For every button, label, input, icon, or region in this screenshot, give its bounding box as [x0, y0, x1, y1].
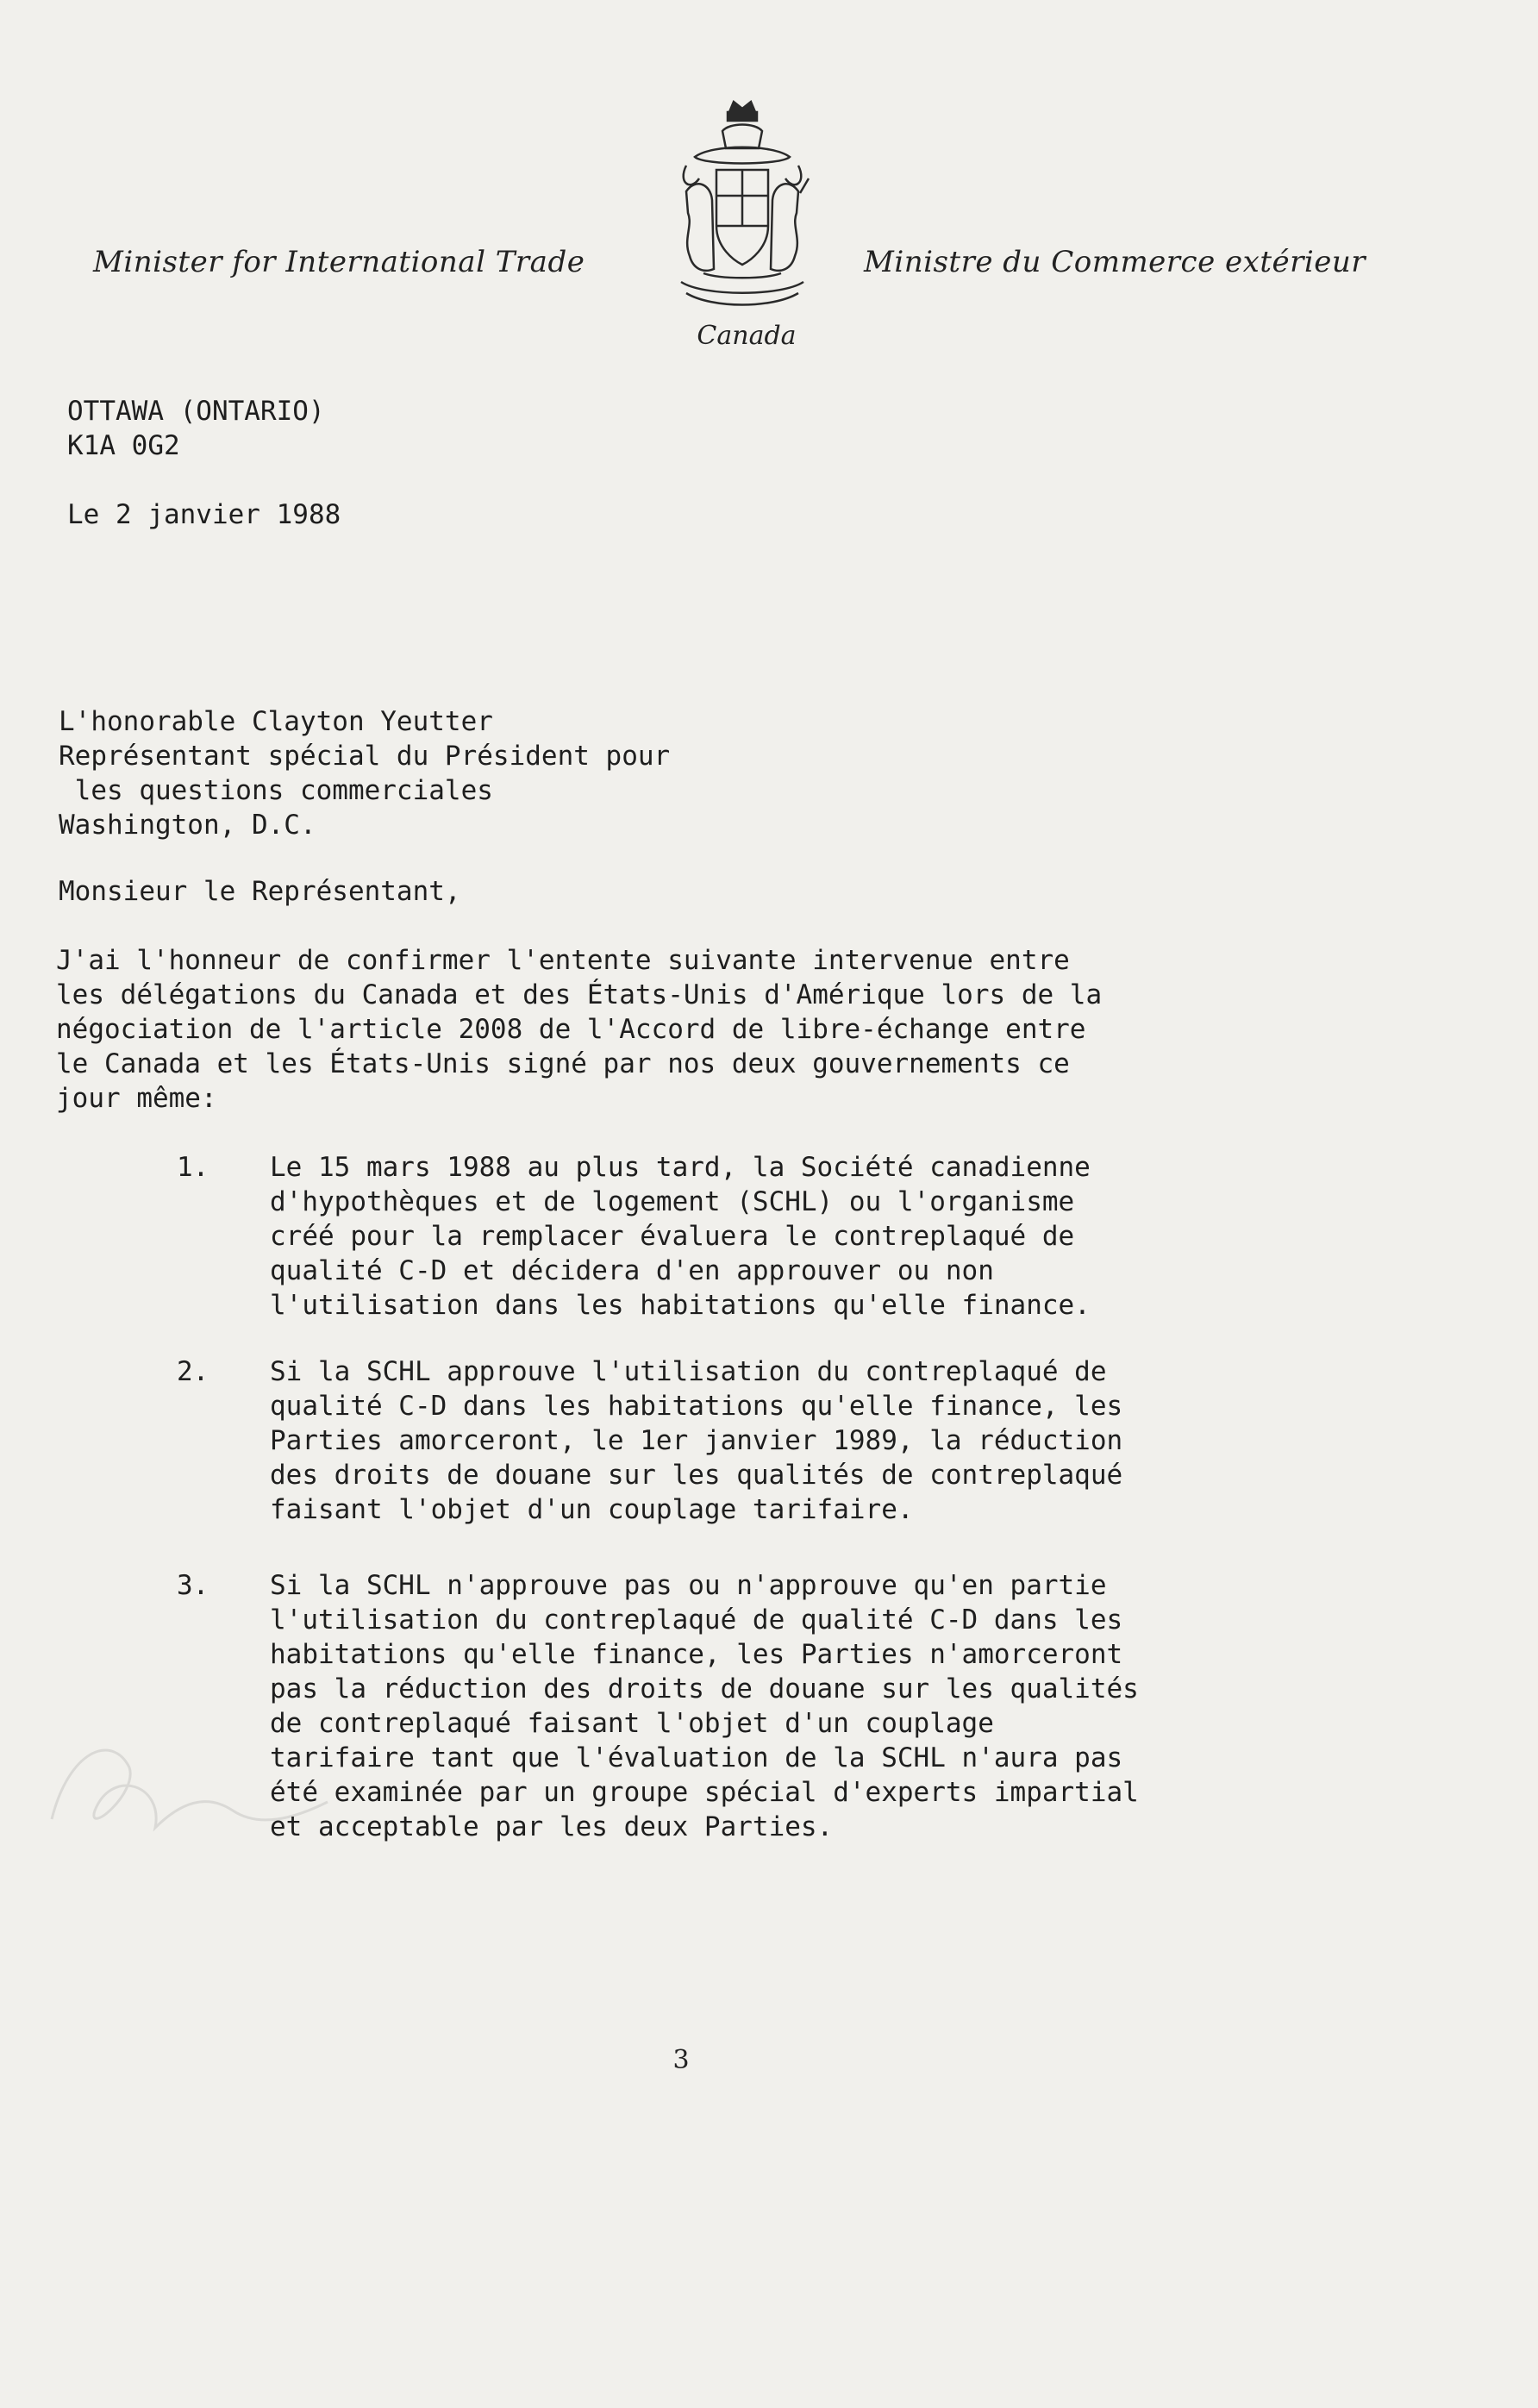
item-line: habitations qu'elle finance, les Parties n'amorceront: [270, 1639, 1123, 1670]
item-line: d'hypothèques et de logement (SCHL) ou l'organisme: [270, 1186, 1075, 1217]
item-line: été examinée par un groupe spécial d'experts impartial: [270, 1777, 1139, 1808]
item-line: Si la SCHL approuve l'utilisation du contreplaqué de: [270, 1356, 1107, 1387]
item-number: 1.: [177, 1152, 209, 1183]
item-text: [270, 1354, 1122, 1527]
item-line: qualité C-D dans les habitations qu'elle finance, les: [270, 1391, 1123, 1422]
item-line: Parties amorceront, le 1er janvier 1989, la réduction: [270, 1425, 1123, 1456]
item-line: créé pour la remplacer évaluera le contreplaqué de: [270, 1221, 1075, 1252]
item-line: pas la réduction des droits de douane sur les qualités: [270, 1673, 1139, 1704]
intro-paragraph: [56, 943, 1102, 1116]
address-line: OTTAWA (ONTARIO): [67, 396, 325, 427]
item-text: [270, 1568, 1139, 1844]
recipient-line: Représentant spécial du Président pour: [59, 741, 671, 772]
item-line: qualité C-D et décidera d'en approuver ou non: [270, 1255, 994, 1286]
paragraph-line: les délégations du Canada et des États-Unis d'Amérique lors de la: [56, 979, 1103, 1010]
item-number: 3.: [177, 1570, 209, 1601]
item-line: faisant l'objet d'un couplage tarifaire.: [270, 1494, 914, 1525]
item-line: de contreplaqué faisant l'objet d'un couplage: [270, 1708, 994, 1739]
recipient-line: Washington, D.C.: [59, 810, 316, 841]
item-line: tarifaire tant que l'évaluation de la SCHL n'aura pas: [270, 1742, 1123, 1773]
recipient-line: L'honorable Clayton Yeutter: [59, 706, 493, 737]
item-number: 2.: [177, 1356, 209, 1387]
letterhead-minister-fr: Ministre du Commerce extérieur: [864, 245, 1366, 279]
address-line: K1A 0G2: [67, 430, 180, 461]
paragraph-line: le Canada et les États-Unis signé par nos deux gouvernements ce: [56, 1048, 1070, 1079]
item-line: Si la SCHL n'approuve pas ou n'approuve qu'en partie: [270, 1570, 1107, 1601]
item-line: des droits de douane sur les qualités de contreplaqué: [270, 1460, 1123, 1491]
letterhead-country: Canada: [697, 321, 797, 351]
page-number: 3: [672, 2045, 690, 2075]
letterhead-minister-en: Minister for International Trade: [93, 245, 585, 279]
letter-date: Le 2 janvier 1988: [67, 499, 341, 530]
item-line: l'utilisation du contreplaqué de qualité C-D dans les: [270, 1604, 1123, 1636]
sender-address: [67, 394, 325, 463]
canada-coat-of-arms-icon: [669, 97, 816, 321]
item-line: et acceptable par les deux Parties.: [270, 1811, 834, 1842]
paragraph-line: jour même:: [56, 1083, 217, 1114]
item-line: l'utilisation dans les habitations qu'elle finance.: [270, 1290, 1091, 1321]
recipient-block: [59, 704, 670, 842]
paragraph-line: négociation de l'article 2008 de l'Accord de libre-échange entre: [56, 1014, 1086, 1045]
item-line: Le 15 mars 1988 au plus tard, la Société canadienne: [270, 1152, 1091, 1183]
item-text: [270, 1150, 1091, 1323]
recipient-line: les questions commerciales: [59, 775, 493, 806]
paragraph-line: J'ai l'honneur de confirmer l'entente suivante intervenue entre: [56, 945, 1070, 976]
salutation: Monsieur le Représentant,: [59, 876, 461, 907]
